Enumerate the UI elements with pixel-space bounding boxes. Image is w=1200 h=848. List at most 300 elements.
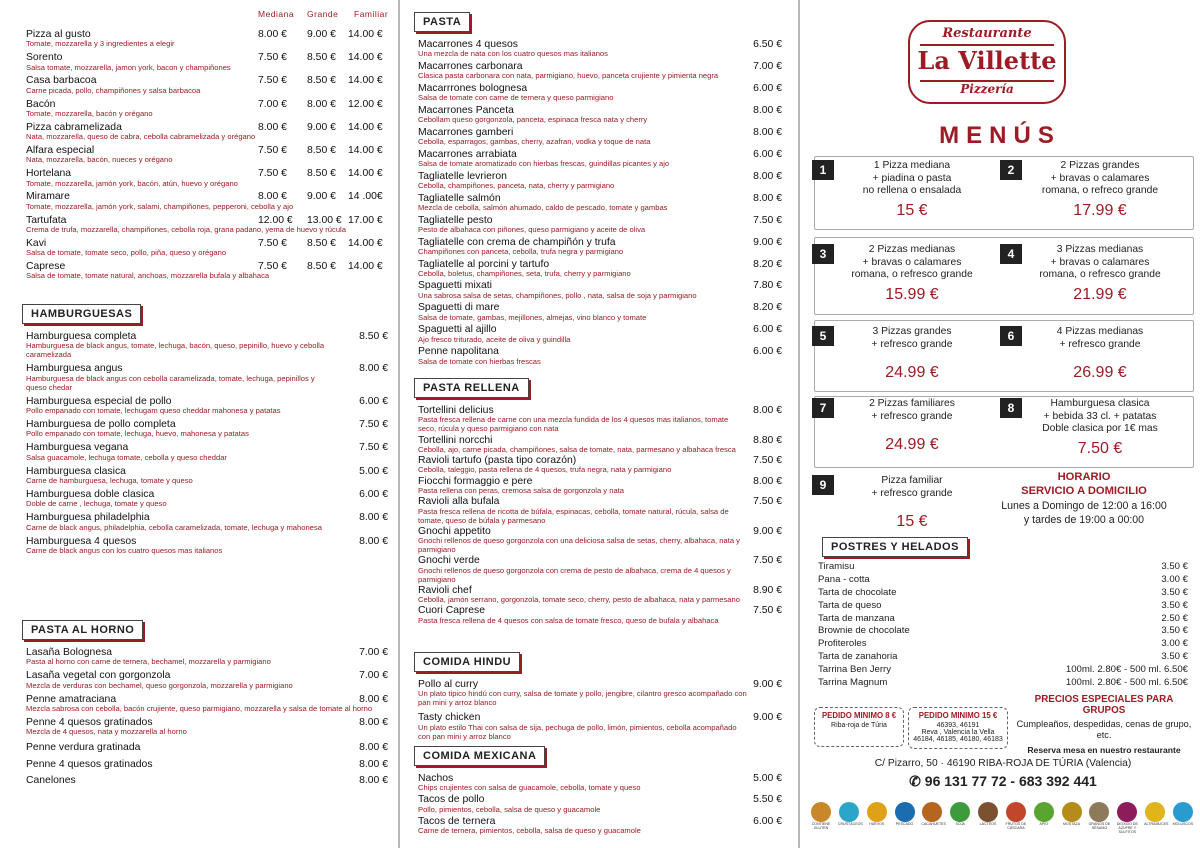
item-price: 17.00 € [348, 214, 383, 226]
item-name: Nachos [418, 773, 454, 784]
item-name: Macarrones 4 quesos [418, 39, 518, 50]
allergen-icon [1005, 802, 1027, 835]
item-price: 8.00 € [258, 29, 287, 40]
item-name: Alfara especial [26, 144, 95, 156]
item-desc: Pollo, pimientos, cebolla, salsa de queso y guacamole [418, 804, 601, 814]
item-price: 8.00 € [307, 98, 336, 110]
hamburguesa-item [26, 537, 388, 556]
item-price: 8.80 € [753, 434, 782, 446]
offer-desc: 3 Pizzas grandes + refresco grande [871, 326, 953, 350]
pedido-b-codes2: 46184, 46185, 46180, 46183 [913, 736, 1003, 743]
allergen-label: DIÓXIDO DE AZUFRE Y SULFITOS [1116, 822, 1138, 834]
item-price: 14.00 € [348, 260, 383, 272]
comida-hindu-section [418, 650, 782, 747]
item-name: Hamburguesa angus [26, 363, 123, 375]
postre-item [818, 664, 1188, 677]
item-price: 6.50 € [753, 39, 782, 50]
hindu-item [418, 680, 782, 708]
item-desc: Pasta fresca rellena de carne con una mezcla fundida de los 4 quesos mas italianos, tomate seco, rúcula y queso parmigiano con nata [418, 415, 729, 434]
item-price: 8.00 € [359, 742, 388, 754]
item-desc: Cebolla, taleggio, pasta rellena de 4 quesos, trufa negra, nata y parmigiano [418, 465, 672, 475]
item-price: 3.50 € [1161, 625, 1188, 637]
pasta-item [418, 84, 782, 103]
offer-desc: 2 Pizzas grandes + bravas o calamares romana, o refreco grande [1041, 160, 1159, 197]
item-desc: Mezcla sabrosa con cebolla, bacón crujiente, queso parmigiano, mozzarella y salsa de tomate al horno [26, 704, 373, 714]
pasta-item [418, 260, 782, 279]
item-desc: Carne picada, pollo, champiñones y salsa barbacoa [26, 85, 201, 95]
horario-evening: y tardes de 19:00 a 00:00 [1023, 513, 1145, 526]
allergen-icon [1088, 802, 1110, 835]
item-desc: Un plato estilo Thai con salsa de sija, pechuga de pollo, limón, pimientos, cebolla acompañado con pan mini y arroz blanco [418, 722, 737, 741]
item-name: Pizza cabramelizada [26, 121, 122, 133]
item-price: 8.00 € [753, 126, 782, 138]
rellena-item [418, 606, 782, 625]
hamburguesas-section [26, 302, 388, 560]
item-price: 9.00 € [753, 679, 782, 690]
allergen-label: LÁCTEOS [979, 822, 997, 826]
postres-section [818, 535, 1188, 690]
pizza-item [26, 146, 388, 169]
rellena-item [418, 556, 782, 584]
allergen-icon [866, 802, 888, 835]
item-price: 12.00 € [258, 214, 293, 226]
menu-offer [988, 398, 1168, 468]
item-price: 6.00 € [753, 346, 782, 358]
item-name: Spaguetti mixati [418, 280, 492, 292]
item-desc: Clasica pasta carbonara con nata, parmigiano, huevo, panceta crujiente y pimienta negra [418, 71, 719, 81]
item-price: 7.50 € [753, 555, 782, 567]
item-desc: Salsa de tomate, gambas, mejillones, almejas, vino blanco y tomate [418, 312, 647, 322]
item-name: Penne 4 quesos gratinados [26, 717, 153, 729]
item-desc: Salsa guacamole, lechuga tomate, cebolla y queso cheddar [26, 452, 227, 462]
item-price: 9.00 € [307, 191, 336, 203]
postre-item [818, 587, 1188, 600]
item-desc: Mezcla de cebolla, salmón ahumado, caldo de pescado, tomate y gambas [418, 203, 668, 213]
allergen-circle [1089, 802, 1109, 822]
item-price: 5.00 € [753, 773, 782, 784]
horario-days: Lunes a Domingo de 12:00 a 16:00 [1001, 500, 1167, 512]
item-name: Hortelana [26, 168, 72, 180]
item-desc: Tomate, mozzarella, bacón y orégano [26, 108, 153, 118]
address: C/ Pizarro, 50 · 46190 RIBA-ROJA DE TÚRIA (Valencia) [874, 758, 1132, 769]
item-desc: Salsa de tomate, tomate seco, pollo, piña, queso y orégano [26, 248, 227, 258]
hindu-item [418, 713, 782, 741]
item-desc: Pasta fresca rellena de ricotta de búfala, espinacas, cebolla, tomate natural, rúcula, salsa de tomate, queso de búfala y parmesano [418, 506, 729, 525]
item-name: Tiramisu [818, 561, 855, 572]
item-price: 3.50 € [1161, 586, 1188, 598]
rellena-item [418, 527, 782, 555]
pasta-horno-section [26, 618, 388, 793]
allergen-label: CACAHUETES [921, 822, 946, 826]
hamburguesa-item [26, 490, 388, 509]
allergen-circle [811, 802, 831, 822]
pasta-item [418, 172, 782, 191]
horario-title: HORARIO [1057, 471, 1111, 483]
section-title: PASTA [414, 12, 470, 32]
item-desc: Tomate, mozzarella y 3 ingredientes a elegir [26, 39, 175, 49]
item-price: 8.00 € [359, 535, 388, 547]
allergen-icon [921, 802, 946, 835]
item-desc: Cebolla, esparragos, gambas, cherry, azafran, vodka y toque de nata [418, 137, 651, 147]
item-price: 13.00 € [307, 214, 342, 226]
item-price: 14.00 € [348, 144, 383, 156]
allergen-label: MOLUSCOS [1172, 822, 1194, 826]
item-desc: Carne de black angus con los cuatro quesos mas italianos [26, 546, 223, 556]
offer-number: 1 [812, 160, 834, 180]
item-name: Tagliatelle salmón [418, 192, 501, 204]
item-desc: Cebollam queso gorgonzola, panceta, espinaca fresca nata y cherry [418, 115, 648, 125]
postre-item [818, 574, 1188, 587]
item-name: Casa barbacoa [26, 75, 97, 87]
allergen-icon [1061, 802, 1083, 835]
offer-price: 21.99 € [1073, 286, 1127, 303]
item-desc: Pesto de albahaca con piñones, queso parmigiano y aceite de oliva [418, 225, 646, 235]
item-name: Macarrrones bolognesa [418, 82, 528, 94]
pasta-item [418, 150, 782, 169]
item-name: Tagliatelle pesto [418, 214, 493, 226]
allergen-circle [1006, 802, 1026, 822]
item-desc: Cebolla, boletus, champiñones, seta, trufa, cherry y parmigiano [418, 268, 631, 278]
item-price: 8.50 € [307, 237, 336, 249]
offer-desc: Pizza familiar + refresco grande [871, 475, 953, 499]
item-name: Hamburguesa philadelphia [26, 512, 150, 524]
rellena-item [418, 456, 782, 475]
item-price: 9.00 € [307, 121, 336, 133]
hamburguesa-item [26, 397, 388, 416]
item-desc: Una sabrosa salsa de setas, champiñones, pollo , nata, salsa de soja y parmigiano [418, 290, 697, 300]
allergen-icon [894, 802, 916, 835]
item-price: 3.00 € [1161, 638, 1188, 650]
menu-offer [988, 326, 1168, 396]
pizza-item [26, 239, 388, 262]
hamburguesa-item [26, 364, 388, 392]
item-price: 3.00 € [1161, 573, 1188, 585]
item-name: Canelones [26, 775, 76, 787]
menu-column-1 [0, 0, 400, 848]
pasta-item [418, 325, 782, 344]
item-price: 3.50 € [1161, 561, 1188, 572]
item-desc: Salsa de tomate aromatizado con hierbas frescas, guindillas picantes y ajo [418, 159, 670, 169]
menu-column-2 [400, 0, 800, 848]
menu-offer [988, 160, 1168, 230]
item-desc: Mezcla de 4 quesos, nata y mozzarella al horno [26, 727, 187, 737]
item-name: Penne 4 quesos gratinados [26, 758, 153, 770]
section-title: HAMBURGUESAS [22, 304, 141, 324]
item-price: 8.20 € [753, 258, 782, 270]
item-price: 14.00 € [348, 237, 383, 249]
pasta-section [418, 10, 782, 369]
pasta-item [418, 40, 782, 59]
item-desc: Cebolla, champiñones, panceta, nata, cherry y parmigiano [418, 181, 615, 191]
rellena-item [418, 586, 782, 605]
item-price: 7.00 € [258, 98, 287, 110]
item-price: 8.50 € [307, 260, 336, 272]
item-name: Brownie de chocolate [818, 625, 910, 637]
offer-desc: 2 Pizzas medianas + bravas o calamares romana, o refresco grande [851, 244, 973, 281]
allergen-label: CRUSTÁCEOS [837, 822, 863, 826]
item-desc: Chips crujientes con salsa de guacamole, cebolla, tomate y queso [418, 783, 641, 793]
offer-number: 5 [812, 326, 834, 346]
header-grande: Grande [307, 9, 339, 19]
postre-item [818, 600, 1188, 613]
pasta-list [418, 40, 782, 367]
offer-desc: 1 Pizza mediana + piadina o pasta no rellena o ensalada [862, 160, 962, 197]
item-name: Hamburguesa completa [26, 331, 137, 342]
pizza-item [26, 76, 388, 99]
allergen-label: ALTRAMUCES [1144, 822, 1169, 826]
item-price: 8.00 € [258, 191, 287, 203]
pizza-list [26, 30, 388, 285]
item-name: Lasaña Bolognesa [26, 647, 113, 658]
allergen-circle [1145, 802, 1165, 822]
hamburguesa-item [26, 513, 388, 532]
item-desc: Hamburguesa de black angus con cebolla caramelizada, tomate, lechuga, pepinillos y queso chedar [26, 373, 315, 392]
offer-number: 9 [812, 475, 834, 495]
offer-price: 26.99 € [1073, 364, 1127, 381]
allergen-icon [1116, 802, 1138, 835]
item-name: Ravioli chef [418, 584, 472, 596]
item-desc: Champiñones con panceta, cebolla, trufa negra y parmigiano [418, 246, 624, 256]
item-name: Penne amatraciana [26, 693, 117, 705]
item-name: Bacón [26, 98, 56, 110]
item-name: Sorento [26, 52, 63, 64]
item-desc: Cebolla, ajo, carne picada, champiñones, salsa de tomate, nata, parmesano y albahaca fresca [418, 444, 736, 454]
item-name: Ravioli tartufo (pasta tipo corazón) [418, 455, 577, 467]
pasta-item [418, 128, 782, 147]
item-price: 7.50 € [359, 418, 388, 430]
item-name: Spaguetti di mare [418, 302, 500, 314]
item-price: 8.00 € [359, 717, 388, 729]
offer-price: 24.99 € [885, 436, 939, 453]
section-title: POSTRES Y HELADOS [822, 537, 968, 557]
pedido-a-title: PEDIDO MINIMO 8 € [821, 711, 897, 720]
pizza-item [26, 53, 388, 76]
header-mediana: Mediana [258, 9, 295, 19]
item-price: 3.50 € [1161, 599, 1188, 611]
item-price: 6.00 € [359, 395, 388, 407]
item-desc: Ajo fresco triturado, aceite de oliva y guindilla [418, 334, 571, 344]
item-name: Penne napolitana [418, 346, 499, 358]
hamburguesa-item [26, 332, 388, 360]
item-price: 7.50 € [258, 52, 287, 64]
item-price: 8.50 € [307, 144, 336, 156]
item-name: Spaguetti al ajillo [418, 324, 497, 336]
item-price: 7.50 € [359, 442, 388, 454]
item-price: 14.00 € [348, 75, 383, 87]
phone-line[interactable] [826, 773, 1180, 790]
offer-price: 17.99 € [1073, 202, 1127, 219]
item-desc: Pasta rellena con peras, cremosa salsa de gorgonzola y nata [418, 486, 624, 495]
item-name: Macarrones gamberi [418, 126, 514, 138]
item-price: 8.00 € [359, 758, 388, 770]
allergen-label: GRANOS DE SÉSAMO [1088, 822, 1111, 830]
item-price: 9.00 € [753, 236, 782, 248]
horario-block [984, 470, 1184, 528]
offer-desc: 4 Pizzas medianas + refresco grande [1056, 326, 1144, 350]
item-name: Tarrina Magnum [818, 677, 888, 689]
allergen-circle [1034, 802, 1054, 822]
offer-desc: 2 Pizzas familiares + refresco grande [869, 398, 955, 422]
allergen-circle [1062, 802, 1082, 822]
item-price: 100ml. 2.80€ - 500 ml. 6.50€ [1065, 664, 1188, 676]
logo-restaurante: Restaurante [942, 26, 1032, 41]
item-price: 7.50 € [753, 214, 782, 226]
item-name: Tasty chicken [418, 712, 481, 724]
logo-pizzeria: Pizzería [960, 82, 1014, 96]
item-name: Gnochi verde [418, 555, 480, 567]
item-desc: Gnochi rellenos de queso gorgonzola con una deliciosa salsa de setas, cherry, albahaca, nata y parmigiano [418, 536, 740, 554]
item-name: Tortellini norcchi [418, 434, 493, 446]
offer-price: 15.99 € [885, 286, 939, 303]
item-price: 8.20 € [753, 302, 782, 314]
pasta-item [418, 347, 782, 366]
item-price: 8.00 € [359, 512, 388, 524]
item-desc: Doble de carne , lechuga, tomate y queso [26, 499, 167, 509]
item-name: Hamburguesa especial de pollo [26, 395, 172, 407]
item-price: 100ml. 2.80€ - 500 ml. 6.50€ [1065, 677, 1188, 689]
pizza-item [26, 169, 388, 192]
allergen-icon [949, 802, 971, 835]
item-price: 7.00 € [753, 60, 782, 72]
item-desc: Pasta fresca rellena de 4 quesos con salsa de tomate fresco, queso de bufala y albahaca [418, 615, 719, 625]
item-price: 7.50 € [258, 168, 287, 180]
mexicana-item [418, 774, 782, 793]
pedido-b-zone: Reva , Valencia la Vella [921, 729, 995, 736]
rellena-item [418, 477, 782, 496]
horno-item [26, 743, 388, 753]
item-price: 2.50 € [1161, 612, 1188, 624]
allergen-icon [977, 802, 999, 835]
rellena-item [418, 436, 782, 455]
item-name: Pizza al gusto [26, 29, 91, 40]
rellena-list [418, 406, 782, 626]
item-name: Tagliatelle con crema de champiñón y trufa [418, 236, 616, 248]
item-name: Cuori Caprese [418, 605, 485, 617]
pasta-item [418, 216, 782, 235]
item-price: 8.50 € [307, 168, 336, 180]
pasta-item [418, 303, 782, 322]
horno-item [26, 760, 388, 770]
item-price: 6.00 € [753, 148, 782, 160]
allergen-icon [837, 802, 863, 835]
pizza-item [26, 192, 388, 215]
item-desc: Salsa de tomate con carne de ternera y queso parmigiano [418, 93, 614, 103]
item-price: 7.50 € [753, 605, 782, 617]
horno-list [26, 648, 388, 787]
item-name: Lasaña vegetal con gorgonzola [26, 670, 171, 682]
offer-price: 7.50 € [1077, 440, 1123, 457]
item-name: Kavi [26, 237, 47, 249]
allergen-label: APIO [1039, 822, 1049, 826]
item-name: Tarta de chocolate [818, 586, 897, 598]
item-price: 7.00 € [359, 670, 388, 682]
item-desc: Hamburguesa de black angus, tomate, lechuga, bacón, queso, pepinillo, huevo y cebolla caramelizada [26, 341, 325, 360]
phone-icon: ✆ [909, 773, 921, 789]
item-name: Macarrones arrabiata [418, 148, 517, 160]
allergen-circle [839, 802, 859, 822]
horno-item [26, 776, 388, 786]
item-name: Pollo al curry [418, 679, 479, 690]
grupos-reserva: Reserva mesa en nuestro restaurante [1027, 744, 1181, 755]
item-price: 14 .00€ [348, 191, 383, 203]
item-desc: Carne de ternera, pimientos, cebolla, salsa de queso y guacamole [418, 826, 641, 836]
postres-list [818, 561, 1188, 690]
hamburguesa-list [26, 332, 388, 556]
offer-desc: Hamburguesa clasica + bebida 33 cl. + patatas Doble clasica por 1€ mas [1042, 398, 1158, 435]
item-name: Tacos de ternera [418, 815, 496, 827]
item-name: Gnochi appetito [418, 525, 491, 537]
horno-item [26, 718, 388, 737]
offer-number: 8 [1000, 398, 1022, 418]
item-price: 8.00 € [359, 693, 388, 705]
mexicana-list [418, 774, 782, 836]
section-title: COMIDA HINDU [414, 652, 520, 672]
item-name: Penne verdura gratinada [26, 742, 141, 754]
item-name: Hamburguesa vegana [26, 442, 129, 454]
item-desc: Salsa de tomate, tomate natural, anchoas, mozzarella bufala y albahaca [26, 271, 270, 281]
postre-item [818, 651, 1188, 664]
item-desc: Nata, mozzarella, bacón, nueces y orégano [26, 155, 173, 165]
item-price: 7.50 € [258, 237, 287, 249]
allergen-icon [810, 802, 832, 835]
item-desc: Cebolla, jamón serrano, gorgonzola, tomate seco, cherry, pesto de albahaca, nata y parmesano [418, 595, 740, 605]
pizza-item [26, 262, 388, 285]
menu-offer [800, 398, 980, 468]
item-price: 8.00 € [359, 363, 388, 375]
item-desc: Una mezcla de nata con los cuatro quesos mas italianos [418, 49, 608, 59]
pizza-item [26, 123, 388, 146]
allergen-icons [810, 802, 1194, 835]
pedido-b-codes: 46393, 46191 [936, 722, 980, 729]
mexicana-item [418, 795, 782, 814]
logo-name: La Villette [917, 46, 1057, 75]
item-name: Macarrones carbonara [418, 60, 523, 72]
item-price: 8.00 € [258, 121, 287, 133]
pedido-minimo-15 [908, 707, 1008, 749]
pizza-item [26, 30, 388, 53]
item-price: 8.50 € [307, 75, 336, 87]
postre-item [818, 613, 1188, 626]
pasta-item [418, 281, 782, 300]
section-title: COMIDA MEXICANA [414, 746, 545, 766]
hindu-list [418, 680, 782, 742]
rellena-item [418, 497, 782, 525]
offer-number: 3 [812, 244, 834, 264]
item-price: 8.00 € [753, 170, 782, 182]
item-desc: Pollo empanado con tomate, lechugam queso cheddar mahonesa y patatas [26, 406, 281, 416]
menu-offer [800, 244, 980, 314]
item-price: 8.90 € [753, 584, 782, 596]
item-name: Miramare [26, 191, 70, 203]
item-price: 14.00 € [348, 168, 383, 180]
allergen-label: SOJA [955, 822, 965, 826]
item-price: 8.00 € [753, 192, 782, 204]
item-name: Ravioli alla bufala [418, 496, 500, 508]
mexicana-item [418, 817, 782, 836]
allergen-label: HUEVOS [869, 822, 885, 826]
item-name: Hamburguesa doble clasica [26, 489, 155, 501]
item-name: Profiteroles [818, 638, 867, 650]
rellena-item [418, 406, 782, 434]
pasta-item [418, 106, 782, 125]
allergen-icon [1172, 802, 1194, 835]
item-price: 7.50 € [753, 455, 782, 467]
item-price: 8.00 € [753, 104, 782, 116]
horno-item [26, 695, 388, 714]
allergen-circle [867, 802, 887, 822]
menu-offer [988, 244, 1168, 314]
offer-price: 24.99 € [885, 364, 939, 381]
